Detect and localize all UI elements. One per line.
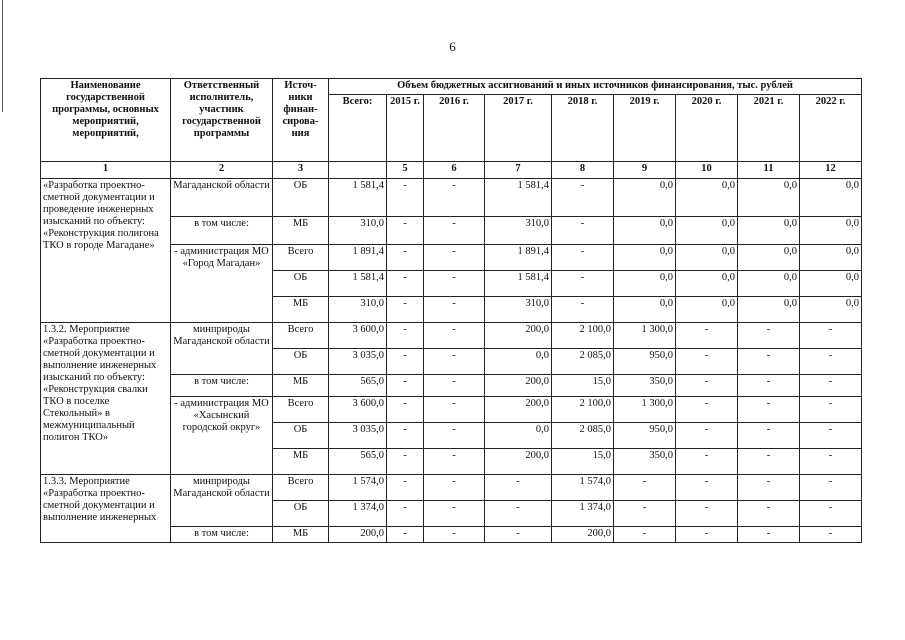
- value-cell: 200,0: [552, 527, 614, 543]
- value-cell: -: [676, 349, 738, 375]
- value-cell: -: [738, 449, 800, 475]
- value-cell: 0,0: [676, 271, 738, 297]
- value-cell: -: [387, 475, 424, 501]
- index-cell: 6: [424, 162, 485, 179]
- source-cell: МБ: [273, 449, 329, 475]
- value-cell: -: [614, 501, 676, 527]
- value-cell: -: [552, 297, 614, 323]
- value-cell: 1 300,0: [614, 397, 676, 423]
- col-header-2022: 2022 г.: [800, 95, 862, 162]
- value-cell: -: [424, 217, 485, 245]
- value-cell: -: [485, 501, 552, 527]
- value-cell: -: [800, 349, 862, 375]
- col-header-source: Источ-ники финан-сирова-ния: [273, 79, 329, 162]
- value-cell: 0,0: [800, 271, 862, 297]
- source-cell: ОБ: [273, 423, 329, 449]
- value-cell: 1 891,4: [329, 245, 387, 271]
- value-cell: 200,0: [329, 527, 387, 543]
- table-row: [41, 475, 862, 501]
- value-cell: -: [387, 527, 424, 543]
- value-cell: 0,0: [614, 297, 676, 323]
- value-cell: 1 574,0: [329, 475, 387, 501]
- value-cell: 1 574,0: [552, 475, 614, 501]
- executor-cell: Магаданской области: [171, 179, 273, 217]
- value-cell: 1 891,4: [485, 245, 552, 271]
- col-header-2018: 2018 г.: [552, 95, 614, 162]
- value-cell: -: [424, 349, 485, 375]
- value-cell: 200,0: [485, 397, 552, 423]
- value-cell: 310,0: [485, 297, 552, 323]
- value-cell: -: [387, 397, 424, 423]
- value-cell: -: [552, 217, 614, 245]
- value-cell: -: [424, 323, 485, 349]
- value-cell: 310,0: [329, 297, 387, 323]
- value-cell: 200,0: [485, 375, 552, 397]
- value-cell: 2 100,0: [552, 323, 614, 349]
- index-cell: 8: [552, 162, 614, 179]
- index-cell: 3: [273, 162, 329, 179]
- value-cell: 1 300,0: [614, 323, 676, 349]
- value-cell: -: [424, 179, 485, 217]
- source-cell: ОБ: [273, 349, 329, 375]
- value-cell: -: [676, 423, 738, 449]
- value-cell: 0,0: [614, 245, 676, 271]
- index-cell: 2: [171, 162, 273, 179]
- index-cell: [329, 162, 387, 179]
- value-cell: 3 600,0: [329, 323, 387, 349]
- value-cell: -: [424, 449, 485, 475]
- value-cell: 950,0: [614, 423, 676, 449]
- value-cell: 0,0: [676, 179, 738, 217]
- value-cell: -: [387, 297, 424, 323]
- event-name-cell: «Разработка проектно-сметной документации и проведение инженерных изысканий по объекту: «Реконструкция полигона ТКО в городе Магадане»: [41, 179, 171, 323]
- value-cell: -: [424, 527, 485, 543]
- value-cell: -: [485, 527, 552, 543]
- value-cell: 1 374,0: [329, 501, 387, 527]
- col-header-name: Наименование государственной программы, основных мероприятий, мероприятий,: [41, 79, 171, 162]
- value-cell: -: [387, 245, 424, 271]
- value-cell: 950,0: [614, 349, 676, 375]
- value-cell: -: [424, 297, 485, 323]
- value-cell: 0,0: [485, 349, 552, 375]
- index-cell: 5: [387, 162, 424, 179]
- col-header-2015: 2015 г.: [387, 95, 424, 162]
- value-cell: 15,0: [552, 375, 614, 397]
- value-cell: -: [424, 475, 485, 501]
- value-cell: -: [552, 245, 614, 271]
- executor-cell: в том числе:: [171, 217, 273, 245]
- value-cell: -: [738, 349, 800, 375]
- value-cell: 0,0: [676, 297, 738, 323]
- event-name-cell: 1.3.3. Мероприятие «Разработка проектно-сметной документации и выполнение инженерных: [41, 475, 171, 543]
- col-header-total: Всего:: [329, 95, 387, 162]
- value-cell: -: [800, 375, 862, 397]
- value-cell: -: [387, 449, 424, 475]
- value-cell: -: [387, 423, 424, 449]
- value-cell: 1 581,4: [485, 179, 552, 217]
- value-cell: 1 581,4: [329, 179, 387, 217]
- value-cell: -: [800, 423, 862, 449]
- source-cell: МБ: [273, 297, 329, 323]
- value-cell: 0,0: [738, 297, 800, 323]
- value-cell: 0,0: [738, 217, 800, 245]
- value-cell: 0,0: [738, 271, 800, 297]
- value-cell: -: [387, 501, 424, 527]
- col-header-2020: 2020 г.: [676, 95, 738, 162]
- value-cell: -: [424, 271, 485, 297]
- value-cell: -: [676, 375, 738, 397]
- value-cell: -: [738, 475, 800, 501]
- value-cell: -: [552, 179, 614, 217]
- value-cell: 0,0: [676, 245, 738, 271]
- value-cell: -: [424, 501, 485, 527]
- value-cell: -: [738, 423, 800, 449]
- value-cell: -: [552, 271, 614, 297]
- index-cell: 11: [738, 162, 800, 179]
- source-cell: МБ: [273, 375, 329, 397]
- executor-cell: минприроды Магаданской области: [171, 323, 273, 375]
- executor-cell: в том числе:: [171, 375, 273, 397]
- value-cell: -: [676, 501, 738, 527]
- event-name-cell: 1.3.2. Мероприятие «Разработка проектно-сметной документации и выполнение инженерных изысканий по объекту: «Реконструкция свалки ТКО в поселке Стекольный» в межмуниципальный полигон ТКО»: [41, 323, 171, 475]
- value-cell: 350,0: [614, 375, 676, 397]
- value-cell: 310,0: [485, 217, 552, 245]
- executor-cell: - администрация МО «Хасынский городской округ»: [171, 397, 273, 475]
- value-cell: -: [800, 527, 862, 543]
- value-cell: -: [738, 375, 800, 397]
- value-cell: -: [424, 375, 485, 397]
- value-cell: -: [738, 397, 800, 423]
- value-cell: -: [424, 397, 485, 423]
- value-cell: 310,0: [329, 217, 387, 245]
- index-cell: 12: [800, 162, 862, 179]
- value-cell: -: [387, 375, 424, 397]
- source-cell: Всего: [273, 245, 329, 271]
- value-cell: 0,0: [676, 217, 738, 245]
- column-index-row: [41, 162, 862, 179]
- value-cell: -: [676, 397, 738, 423]
- index-cell: 1: [41, 162, 171, 179]
- value-cell: 0,0: [800, 217, 862, 245]
- value-cell: 350,0: [614, 449, 676, 475]
- col-header-executor: Ответственный исполнитель, участник государственной программы: [171, 79, 273, 162]
- source-cell: Всего: [273, 475, 329, 501]
- value-cell: 0,0: [614, 271, 676, 297]
- value-cell: 15,0: [552, 449, 614, 475]
- index-cell: 7: [485, 162, 552, 179]
- value-cell: -: [800, 323, 862, 349]
- value-cell: -: [614, 475, 676, 501]
- value-cell: 0,0: [614, 217, 676, 245]
- value-cell: 1 581,4: [485, 271, 552, 297]
- value-cell: 3 035,0: [329, 349, 387, 375]
- value-cell: -: [387, 349, 424, 375]
- value-cell: 0,0: [800, 179, 862, 217]
- col-header-group: Объем бюджетных ассигнований и иных источников финансирования, тыс. рублей: [329, 79, 862, 95]
- col-header-2021: 2021 г.: [738, 95, 800, 162]
- value-cell: 565,0: [329, 375, 387, 397]
- col-header-2017: 2017 г.: [485, 95, 552, 162]
- index-cell: 9: [614, 162, 676, 179]
- source-cell: ОБ: [273, 179, 329, 217]
- value-cell: -: [676, 527, 738, 543]
- budget-table: [40, 78, 862, 543]
- value-cell: 200,0: [485, 323, 552, 349]
- value-cell: 1 374,0: [552, 501, 614, 527]
- executor-cell: - администрация МО «Город Магадан»: [171, 245, 273, 323]
- value-cell: 2 085,0: [552, 423, 614, 449]
- value-cell: -: [800, 397, 862, 423]
- value-cell: -: [800, 501, 862, 527]
- executor-cell: в том числе:: [171, 527, 273, 543]
- value-cell: -: [676, 323, 738, 349]
- left-margin-line: [2, 0, 3, 112]
- col-header-2019: 2019 г.: [614, 95, 676, 162]
- table-row: [41, 323, 862, 349]
- value-cell: -: [424, 245, 485, 271]
- value-cell: 0,0: [738, 179, 800, 217]
- value-cell: -: [800, 449, 862, 475]
- value-cell: 2 100,0: [552, 397, 614, 423]
- source-cell: МБ: [273, 217, 329, 245]
- value-cell: 3 600,0: [329, 397, 387, 423]
- value-cell: -: [485, 475, 552, 501]
- executor-cell: минприроды Магаданской области: [171, 475, 273, 527]
- value-cell: 2 085,0: [552, 349, 614, 375]
- value-cell: -: [676, 475, 738, 501]
- value-cell: 0,0: [485, 423, 552, 449]
- source-cell: Всего: [273, 397, 329, 423]
- source-cell: ОБ: [273, 501, 329, 527]
- value-cell: -: [387, 323, 424, 349]
- value-cell: -: [738, 527, 800, 543]
- value-cell: -: [738, 323, 800, 349]
- value-cell: -: [424, 423, 485, 449]
- value-cell: -: [800, 475, 862, 501]
- source-cell: МБ: [273, 527, 329, 543]
- value-cell: 0,0: [614, 179, 676, 217]
- source-cell: ОБ: [273, 271, 329, 297]
- index-cell: 10: [676, 162, 738, 179]
- value-cell: -: [676, 449, 738, 475]
- page-number: 6: [449, 39, 456, 54]
- value-cell: 0,0: [800, 297, 862, 323]
- value-cell: 1 581,4: [329, 271, 387, 297]
- value-cell: 0,0: [738, 245, 800, 271]
- value-cell: -: [387, 217, 424, 245]
- col-header-2016: 2016 г.: [424, 95, 485, 162]
- table-row: [41, 179, 862, 217]
- value-cell: -: [387, 271, 424, 297]
- value-cell: -: [614, 527, 676, 543]
- value-cell: 200,0: [485, 449, 552, 475]
- value-cell: -: [738, 501, 800, 527]
- value-cell: 3 035,0: [329, 423, 387, 449]
- value-cell: 565,0: [329, 449, 387, 475]
- source-cell: Всего: [273, 323, 329, 349]
- value-cell: 0,0: [800, 245, 862, 271]
- value-cell: -: [387, 179, 424, 217]
